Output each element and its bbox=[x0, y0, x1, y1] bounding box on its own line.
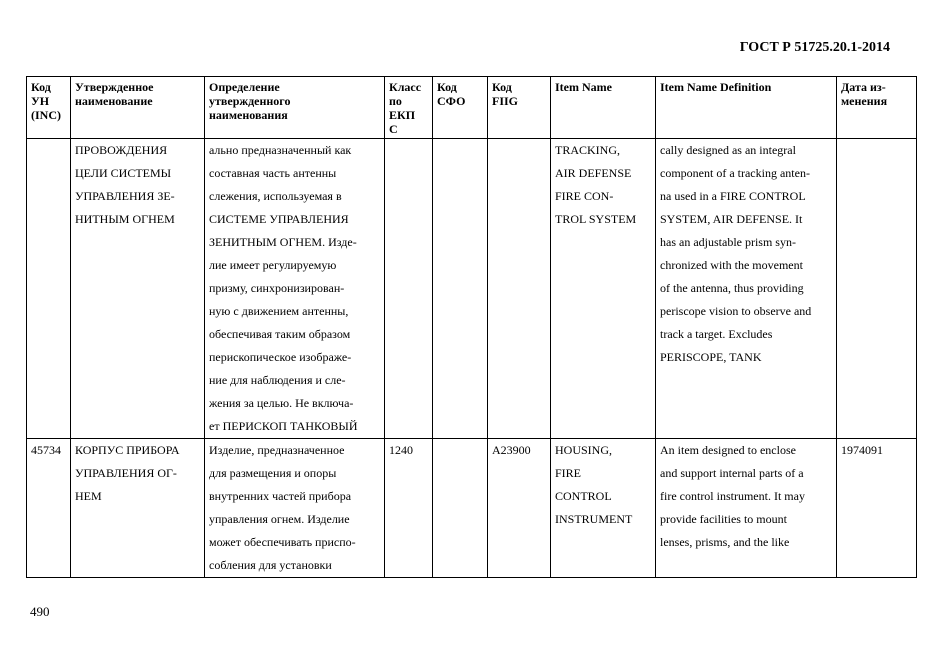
definition-ru-cell bbox=[205, 139, 385, 439]
fiig-cell bbox=[488, 139, 551, 439]
change-date-header bbox=[837, 77, 917, 139]
header-text-line: FIIG bbox=[492, 94, 519, 108]
header-text-line: Код bbox=[31, 80, 51, 94]
name-ru-cell bbox=[71, 139, 205, 439]
cell-text-line: periscope vision to observe and bbox=[660, 304, 812, 318]
cell-text-line: SYSTEM, AIR DEFENSE. It bbox=[660, 212, 803, 226]
table-header-row bbox=[27, 77, 917, 139]
cell-text-line: fire control instrument. It may bbox=[660, 489, 805, 503]
change-date-cell bbox=[837, 139, 917, 439]
header-text-line: (INC) bbox=[31, 108, 61, 122]
header-text-line: Класс bbox=[389, 80, 422, 94]
change-date-cell: 1974091 bbox=[837, 439, 917, 578]
header-text-line: по bbox=[389, 94, 402, 108]
cell-text-line: FIRE bbox=[555, 466, 582, 480]
item-name-header bbox=[551, 77, 656, 139]
cell-text-line: ние для наблюдения и сле- bbox=[209, 373, 346, 387]
cell-text-line: ет ПЕРИСКОП ТАНКОВЫЙ bbox=[209, 419, 358, 433]
cell-text-line: na used in a FIRE CONTROL bbox=[660, 189, 806, 203]
cell-text-line: внутренних частей прибора bbox=[209, 489, 352, 503]
cell-text-line: может обеспечивать приспо- bbox=[209, 535, 356, 549]
header-text-line: Item Name Definition bbox=[660, 80, 772, 94]
header-text-line: наименования bbox=[209, 108, 288, 122]
cell-text-line: An item designed to enclose bbox=[660, 443, 796, 457]
cell-text-line: FIRE CON- bbox=[555, 189, 614, 203]
header-text-line: Утвержденное bbox=[75, 80, 154, 94]
name-ru-header bbox=[71, 77, 205, 139]
header-text-line: наименование bbox=[75, 94, 153, 108]
cell-text-line: provide facilities to mount bbox=[660, 512, 787, 526]
cell-text-line: СИСТЕМЕ УПРАВЛЕНИЯ bbox=[209, 212, 349, 226]
table-row bbox=[27, 139, 917, 439]
cell-text-line: обеспечивая таким образом bbox=[209, 327, 351, 341]
cell-text-line: HOUSING, bbox=[555, 443, 612, 457]
item-definition-header bbox=[656, 77, 837, 139]
cell-text-line: TROL SYSTEM bbox=[555, 212, 637, 226]
header-text-line: Item Name bbox=[555, 80, 612, 94]
inc-header bbox=[27, 77, 71, 139]
cell-text-line: УПРАВЛЕНИЯ ОГ- bbox=[75, 466, 177, 480]
cell-text-line: составная часть антенны bbox=[209, 166, 337, 180]
header-text-line: ЕКП bbox=[389, 108, 416, 122]
fiig-cell: A23900 bbox=[488, 439, 551, 578]
cell-text-line: УПРАВЛЕНИЯ ЗЕ- bbox=[75, 189, 175, 203]
cell-text-line: lenses, prisms, and the like bbox=[660, 535, 790, 549]
sfo-cell bbox=[433, 439, 488, 578]
cell-text-line: ПРОВОЖДЕНИЯ bbox=[75, 143, 168, 157]
cell-text-line: ную с движением антенны, bbox=[209, 304, 349, 318]
cell-text-line: для размещения и опоры bbox=[209, 466, 337, 480]
cell-text-line: of the antenna, thus providing bbox=[660, 281, 804, 295]
cell-text-line: ЗЕНИТНЫМ ОГНЕМ. Изде- bbox=[209, 235, 357, 249]
cell-text-line: слежения, используемая в bbox=[209, 189, 342, 203]
header-text-line: Код bbox=[437, 80, 457, 94]
cell-text-line: INSTRUMENT bbox=[555, 512, 633, 526]
cell-text-line: chronized with the movement bbox=[660, 258, 803, 272]
inc-cell: 45734 bbox=[27, 439, 71, 578]
header-text-line: С bbox=[389, 122, 398, 136]
name-ru-cell bbox=[71, 439, 205, 578]
header-text-line: СФО bbox=[437, 94, 466, 108]
cell-text-line: component of a tracking anten- bbox=[660, 166, 810, 180]
cell-text-line: КОРПУС ПРИБОРА bbox=[75, 443, 180, 457]
definition-ru-header bbox=[205, 77, 385, 139]
cell-text-line: жения за целью. Не включа- bbox=[209, 396, 354, 410]
cell-text-line: ЦЕЛИ СИСТЕМЫ bbox=[75, 166, 172, 180]
cell-text-line: CONTROL bbox=[555, 489, 612, 503]
header-text-line: Определение bbox=[209, 80, 280, 94]
cell-text-line: track a target. Excludes bbox=[660, 327, 773, 341]
cell-text-line: лие имеет регулируемую bbox=[209, 258, 337, 272]
item-name-cell bbox=[551, 439, 656, 578]
document-code: ГОСТ Р 51725.20.1-2014 bbox=[739, 40, 890, 55]
cell-text-line: ально предназначенный как bbox=[209, 143, 352, 157]
cell-text-line: and support internal parts of a bbox=[660, 466, 804, 480]
header-text-line: менения bbox=[841, 94, 888, 108]
page-number: 490 bbox=[30, 604, 50, 619]
item-definition-cell bbox=[656, 439, 837, 578]
cell-text-line: перископическое изображе- bbox=[209, 350, 352, 364]
cell-text-line: PERISCOPE, TANK bbox=[660, 350, 762, 364]
cell-text-line: TRACKING, bbox=[555, 143, 620, 157]
inc-cell bbox=[27, 139, 71, 439]
sfo-header bbox=[433, 77, 488, 139]
cell-text-line: призму, синхронизирован- bbox=[209, 281, 345, 295]
cell-text-line: НЕМ bbox=[75, 489, 102, 503]
class-cell: 1240 bbox=[385, 439, 433, 578]
fiig-header bbox=[488, 77, 551, 139]
sfo-cell bbox=[433, 139, 488, 439]
cell-text-line: управления огнем. Изделие bbox=[209, 512, 350, 526]
cell-text-line: собления для установки bbox=[209, 558, 332, 572]
class-header bbox=[385, 77, 433, 139]
specification-table bbox=[26, 76, 917, 578]
cell-text-line: Изделие, предназначенное bbox=[209, 443, 345, 457]
definition-ru-cell bbox=[205, 439, 385, 578]
class-cell bbox=[385, 139, 433, 439]
item-name-cell bbox=[551, 139, 656, 439]
header-text-line: УН bbox=[31, 94, 50, 108]
header-text-line: Код bbox=[492, 80, 512, 94]
cell-text-line: НИТНЫМ ОГНЕМ bbox=[75, 212, 175, 226]
cell-text-line: has an adjustable prism syn- bbox=[660, 235, 796, 249]
table-row bbox=[27, 439, 917, 578]
header-text-line: Дата из- bbox=[841, 80, 886, 94]
header-text-line: утвержденного bbox=[209, 94, 291, 108]
item-definition-cell bbox=[656, 139, 837, 439]
cell-text-line: cally designed as an integral bbox=[660, 143, 796, 157]
cell-text-line: AIR DEFENSE bbox=[555, 166, 632, 180]
